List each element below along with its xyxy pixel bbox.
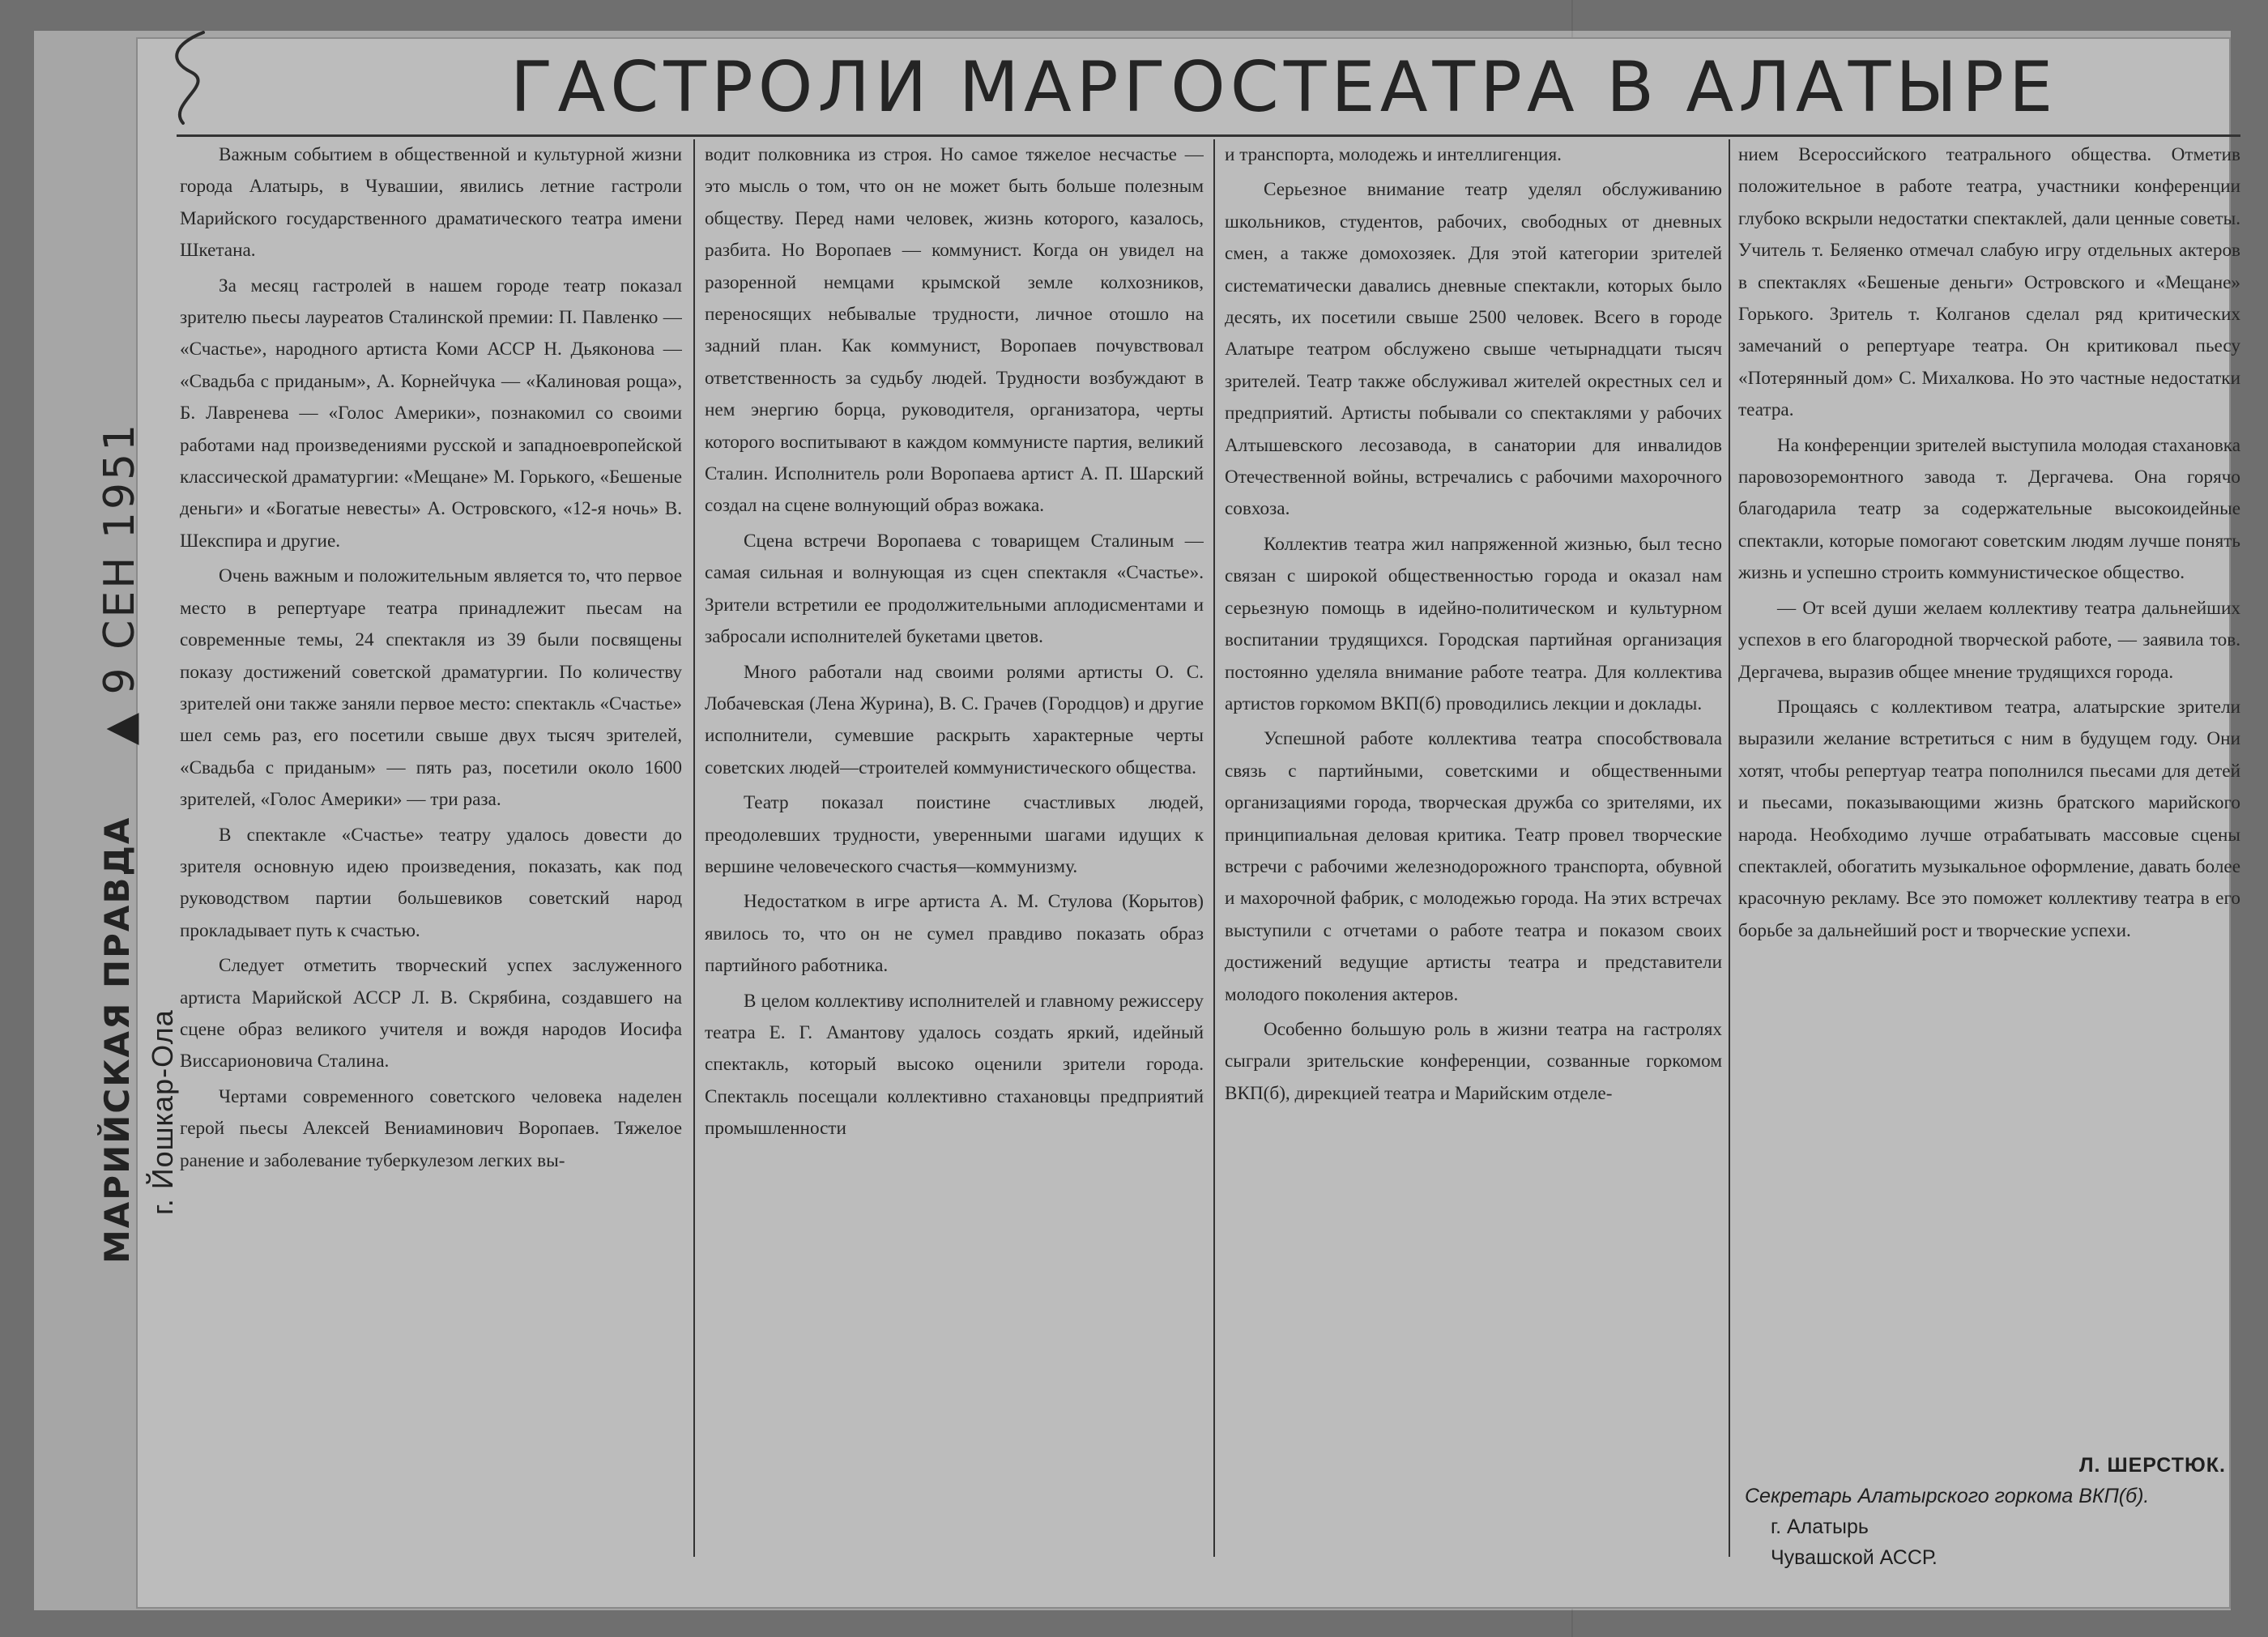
author-name: Л. ШЕРСТЮК. — [2079, 1454, 2226, 1477]
column-rule-3 — [1729, 139, 1730, 1557]
archive-pencil-mark — [159, 28, 224, 125]
paragraph: и транспорта, молодежь и интеллигенция. — [1225, 144, 1562, 165]
paragraph: Серьезное внимание театр уделял обслуживанию школьников, студентов, рабочих, свободных от дневных смен, а также домохозяек. Для этой категории зрителей систематически давались дневные спектакли, которых было десять, их посетили свыше 2500 человек. Всего в городе Алатыре театром обслужено свыше четырнадцати тысяч зрителей. Театр также обслуживал жителей окрестных сел и предприятий. Артисты побывали со спектаклями у рабочих Алтышевского лесозавода, в санатории для инвалидов Отечественной войны, встречались с рабочими махорочного совхоза. — [1225, 179, 1722, 520]
paragraph: нием Всероссийского театрального общества. Отметив положительное в работе театра, участники конференции глубоко вскрыли недостатки спектаклей, дали ценные советы. Учитель т. Беляенко отмечал слабую игру отдельных актеров в спектаклях «Бешеные деньги» Островского и «Мещане» Горького. Зритель т. Колганов сделал ряд критических замечаний о репертуаре театра. Он критиковал пьесу «Потерянный дом» С. Михалкова. Но это частные недостатки театра. — [1738, 144, 2240, 421]
article-column-4 — [1738, 139, 2240, 1435]
column-rule-2 — [1213, 139, 1215, 1557]
paragraph: Следует отметить творческий успех заслуженного артиста Марийской АССР Л. В. Скрябина, создавшего на сцене образ великого учителя и вождя народов Иосифа Виссарионовича Сталина. — [180, 955, 682, 1072]
paragraph: Сцена встречи Воропаева с товарищем Сталиным — самая сильная и волнующая из сцен спектакля «Счастье». Зрители встретили ее продолжительными аплодисментами и забросали исполнителей букетами цветов. — [705, 530, 1204, 648]
paragraph: Прощаясь с коллективом театра, алатырские зрители выразили желание встретиться с ним в будущем году. Они хотят, чтобы репертуар театра пополнился пьесами для детей и пьесами, показывающими жизнь братского марийского народа. Необходимо лучше отрабатывать массовые сцены спектаклей, обогатить музыкальное оформление, давать более красочную рекламу. Все это поможет коллективу театра в его борьбе за дальнейший рост и творческие успехи. — [1738, 696, 2240, 941]
paragraph: Театр показал поистине счастливых людей, преодолевших трудности, уверенными шагами идущих к вершине человеческого счастья—коммунизму. — [705, 792, 1204, 877]
paragraph: Чертами современного советского человека наделен герой пьесы Алексей Вениаминович Воропаев. Тяжелое ранение и заболевание туберкулезом легких вы- — [180, 1085, 682, 1171]
newspaper-city: г. Йошкар-Ола — [146, 1009, 179, 1215]
paragraph: Важным событием в общественной и культурной жизни города Алатырь, в Чувашии, явились летние гастроли Марийского государственного драматического театра имени Шкетана. — [180, 144, 682, 262]
article-signature — [1738, 1450, 2240, 1573]
paragraph: На конференции зрителей выступила молодая стахановка паровозоремонтного завода т. Дергачева. Она горячо благодарила театр за содержательные высокоидейные спектакли, которые помогают советским людям лучше понять жизнь и успешно строить коммунистическое общество. — [1738, 434, 2240, 584]
paragraph: Успешной работе коллектива театра способствовала связь с партийными, советскими и общественными организациями города, творческая дружба со зрителями, их принципиальная деловая критика. Театр провел творческие встречи с рабочими железнодорожного транспорта, обувной и махорочной фабрик, с молодежью города. На этих встречах выступили с отчетами о работе театра и показом своих достижений ведущие артисты театра и представители молодого поколения актеров. — [1225, 728, 1722, 1005]
article-column-2 — [705, 139, 1204, 1588]
article-headline: ГАСТРОЛИ МАРГОСТЕАТРА В АЛАТЫРЕ — [510, 47, 2058, 128]
newspaper-name: МАРИЙСКАЯ ПРАВДА — [97, 816, 137, 1264]
author-city: г. Алатырь — [1771, 1516, 1869, 1538]
paragraph: — От всей души желаем коллективу театра дальнейших успехов в его благородной творческой работе, — заявила тов. Дергачева, выразив общее мнение трудящихся города. — [1738, 597, 2240, 683]
paragraph: В целом коллективу исполнителей и главному режиссеру театра Е. Г. Амантову удалось создать яркий, идейный спектакль, который высоко оценили зрители города. Спектакль посещали коллективно стахановцы предприятий промышленности — [705, 990, 1204, 1140]
paragraph: Коллектив театра жил напряженной жизнью, был тесно связан с широкой общественностью города и оказал нам серьезную помощь в идейно-политическом и культурном воспитании трудящихся. Городская партийная организация постоянно уделяла внимание работе театра. Для коллектива артистов горкомом ВКП(б) проводились лекции и доклады. — [1225, 533, 1722, 714]
paragraph: В спектакле «Счастье» театру удалось довести до зрителя основную идею произведения, показать, как под руководством партии большевиков советский народ прокладывает путь к счастью. — [180, 824, 682, 941]
column-rule-1 — [693, 139, 695, 1557]
paragraph: Недостатком в игре артиста А. М. Стулова (Корытов) явилось то, что он не сумел правдиво показать образ партийного работника. — [705, 891, 1204, 977]
paragraph: За месяц гастролей в нашем городе театр показал зрителю пьесы лауреатов Сталинской премии: П. Павленко — «Счастье», народного артиста Коми АССР Н. Дьяконова — «Свадьба с приданым», А. Корнейчука — «Калиновая роща», Б. Лавренева — «Голос Америки», познакомил со своими работами над произведениями русской и западноевропейской классической драматургии: «Мещане» М. Горького, «Бешеные деньги» и «Богатые невесты» А. Островского, «12-я ночь» В. Шекспира и другие. — [180, 275, 682, 552]
paragraph: Много работали над своими ролями артисты О. С. Лобачевская (Лена Журина), В. С. Грачев (Городцов) и другие исполнители, сумевшие раскрыть характерные черты советских людей—строителей коммунистического общества. — [705, 661, 1204, 778]
author-title: Секретарь Алатырского горкома ВКП(б). — [1745, 1485, 2150, 1507]
paragraph: водит полковника из строя. Но самое тяжелое несчастье — это мысль о том, что он не может быть больше полезным обществу. Перед нами человек, жизнь которого, казалось, разбита. Но Воропаев — коммунист. Когда он увидел на разоренной немцами крымской земле колхозников, переносящих небывалые трудности, личное отошло на задний план. Как коммунист, Воропаев почувствовал ответственность за судьбу людей. Трудности возбуждают в нем энергию борца, руководителя, организатора, черты которого воспитывают в каждом коммунисте партия, великий Сталин. Исполнитель роли Воропаева артист А. П. Шарский создал на сцене волнующий образ вожака. — [705, 144, 1204, 517]
paragraph: Очень важным и положительным является то, что первое место в репертуаре театра принадлежит пьесам на современные темы, 24 спектакля из 39 были посвящены показу достижений советской драматургии. По количеству зрителей они также заняли первое место: спектакль «Счастье» шел семь раз, его посетили свыше двух тысяч зрителей, «Свадьба с приданым» — пять раз, посетили около 1600 зрителей, «Голос Америки» — три раза. — [180, 565, 682, 811]
author-region: Чувашской АССР. — [1771, 1546, 1938, 1569]
headline-rule — [177, 134, 2240, 137]
paragraph: Особенно большую роль в жизни театра на гастролях сыграли зрительские конференции, созванные горкомом ВКП(б), дирекцией театра и Марийским отделе- — [1225, 1018, 1722, 1104]
article-column-3 — [1225, 139, 1722, 1588]
article-column-1 — [180, 139, 682, 1588]
date-stamp: ▲ 9 СЕН 1951 — [96, 421, 144, 745]
